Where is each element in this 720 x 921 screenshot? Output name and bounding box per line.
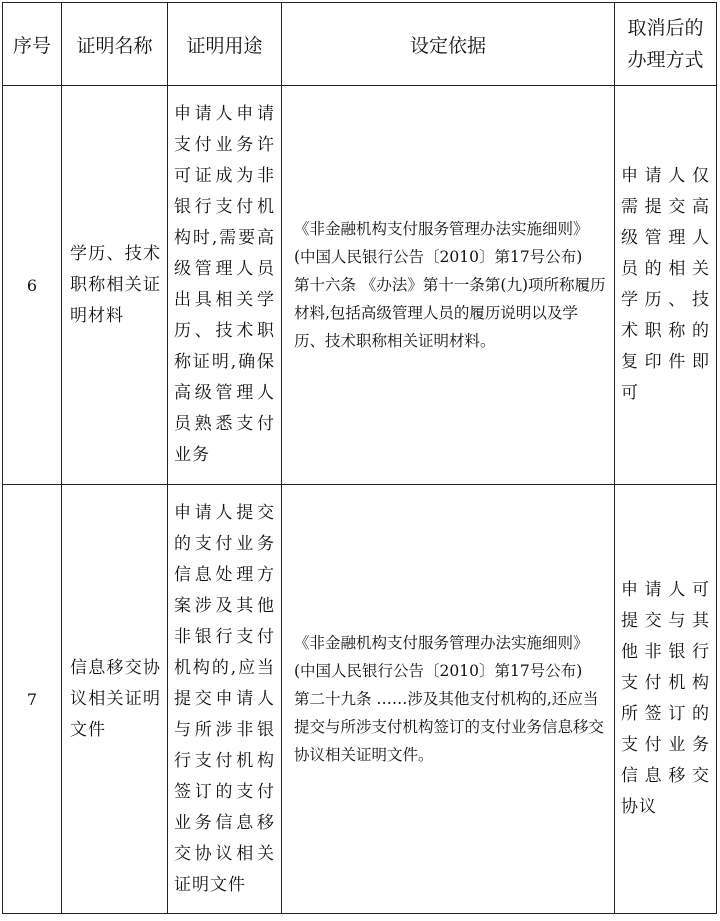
- row-name: 信息移交协议相关证明文件: [62, 485, 168, 914]
- basis-article: 第十六条 《办法》第十一条第(九)项所称履历材料,包括高级管理人员的履历说明以及学历、技术职称相关证明材料。: [294, 276, 606, 350]
- basis-article: 第二十九条 ……涉及其他支付机构的,还应当提交与所涉支付机构签订的支付业务信息移交协议相关证明文件。: [294, 690, 605, 764]
- basis-source: 《非金融机构支付服务管理办法实施细则》(中国人民银行公告〔2010〕第17号公布): [294, 634, 589, 680]
- certificate-table: [2, 2, 717, 914]
- row-after: 申请人仅需提交高级管理人员的相关学历、技术职称的复印件即可: [615, 86, 717, 485]
- header-row: [3, 3, 717, 86]
- table-row: [3, 485, 717, 914]
- header-seq: 序号: [3, 3, 62, 86]
- row-name: 学历、技术职称相关证明材料: [62, 86, 168, 485]
- row-seq: 6: [3, 86, 62, 485]
- table-row: [3, 86, 717, 485]
- header-use: 证明用途: [168, 3, 282, 86]
- header-basis: 设定依据: [282, 3, 615, 86]
- row-seq: 7: [3, 485, 62, 914]
- row-use: 申请人申请支付业务许可证成为非银行支付机构时,需要高级管理人员出具相关学历、技术职称证明,确保高级管理人员熟悉支付业务: [168, 86, 282, 485]
- header-name: 证明名称: [62, 3, 168, 86]
- header-after-line2: 办理方式: [627, 49, 704, 71]
- row-basis: [282, 485, 615, 914]
- row-basis: [282, 86, 615, 485]
- row-use: 申请人提交的支付业务信息处理方案涉及其他非银行支付机构的,应当提交申请人与所涉非银行支付机构签订的支付业务信息移交协议相关证明文件: [168, 485, 282, 914]
- basis-source: 《非金融机构支付服务管理办法实施细则》(中国人民银行公告〔2010〕第17号公布): [294, 220, 589, 266]
- row-after: 申请人可提交与其他非银行支付机构所签订的支付业务信息移交协议: [615, 485, 717, 914]
- header-after: [615, 3, 717, 86]
- header-after-line1: 取消后的: [627, 17, 704, 39]
